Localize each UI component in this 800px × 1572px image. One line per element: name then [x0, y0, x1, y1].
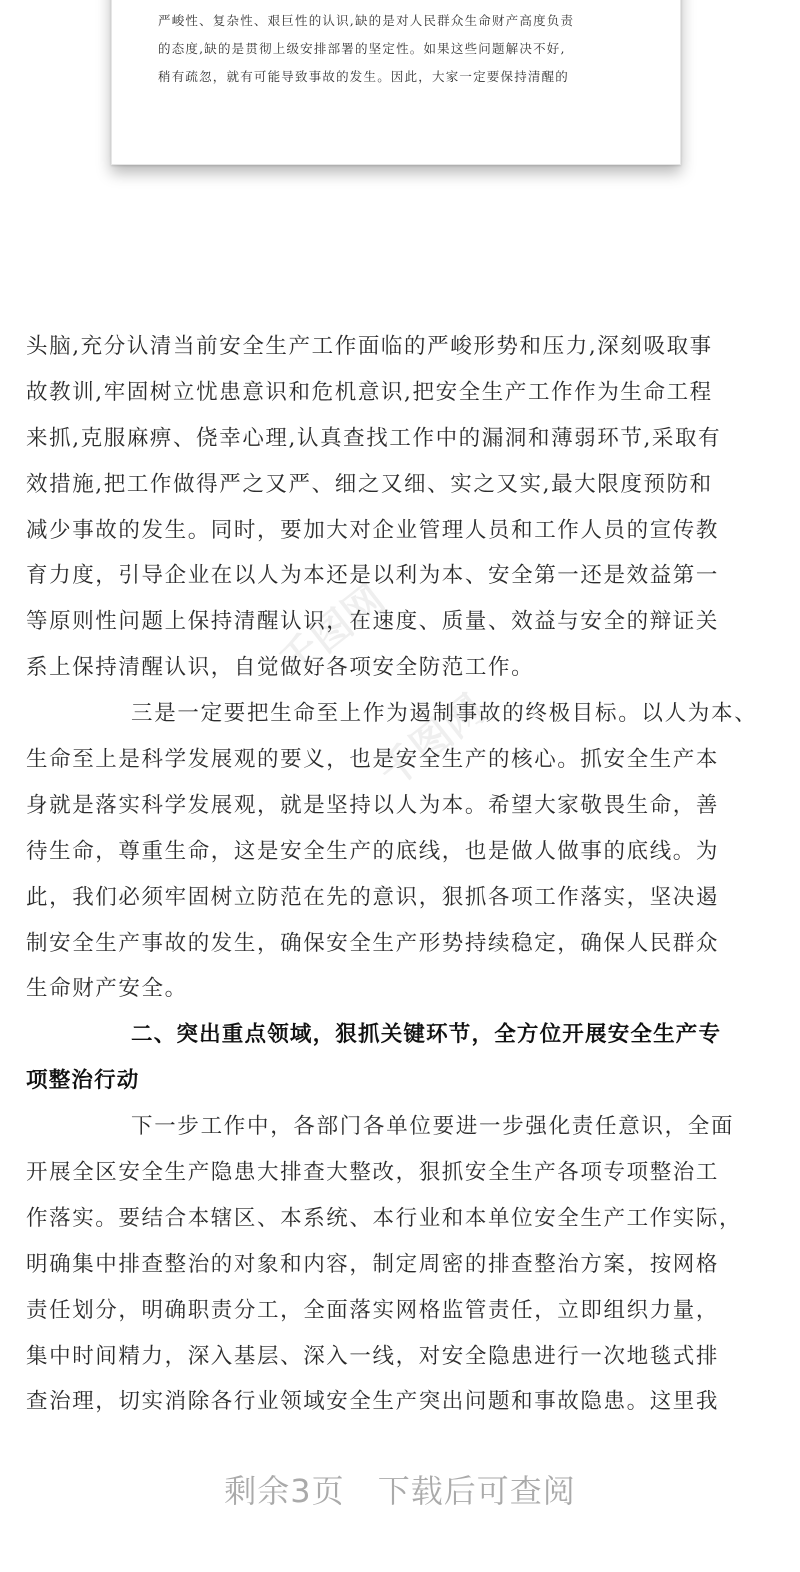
remaining-pages-label: 剩余3页 [224, 1472, 345, 1510]
watermark-text: 千图网 [370, 686, 494, 797]
body-line: 作落实。要结合本辖区、本系统、本行业和本单位安全生产工作实际， [26, 1205, 743, 1231]
watermark-text: 千图网 [270, 576, 394, 687]
preview-line: 严峻性、复杂性、艰巨性的认识,缺的是对人民群众生命财产高度负责 [158, 13, 575, 28]
body-line: 育力度，引导企业在以人为本还是以利为本、安全第一还是效益第一 [26, 563, 720, 589]
body-line: 故教训,牢固树立忧患意识和危机意识,把安全生产工作作为生命工程 [26, 379, 713, 405]
preview-line: 稍有疏忽，就有可能导致事故的发生。因此，大家一定要保持清醒的 [158, 69, 570, 84]
body-line: 生命财产安全。 [26, 976, 188, 1002]
body-line: 来抓,克服麻痹、侥幸心理,认真查找工作中的漏洞和薄弱环节,采取有 [26, 425, 722, 451]
body-line: 系上保持清醒认识，自觉做好各项安全防范工作。 [26, 655, 535, 681]
document-preview-card [111, 0, 681, 165]
body-line: 集中时间精力，深入基层、深入一线，对安全隐患进行一次地毯式排 [26, 1343, 720, 1369]
body-line: 责任划分，明确职责分工，全面落实网格监管责任，立即组织力量， [26, 1297, 720, 1323]
download-prompt[interactable] [0, 1466, 800, 1512]
section-heading: 二、突出重点领域，狠抓关键环节，全方位开展安全生产专 [131, 1022, 722, 1048]
download-to-view-label: 下载后可查阅 [377, 1472, 576, 1510]
body-line: 开展全区安全生产隐患大排查大整改，狠抓安全生产各项专项整治工 [26, 1160, 720, 1186]
body-line: 明确集中排查整治的对象和内容，制定周密的排查整治方案，按网格 [26, 1251, 720, 1277]
body-line: 效措施,把工作做得严之又严、细之又细、实之又实,最大限度预防和 [26, 471, 713, 497]
body-line: 此，我们必须牢固树立防范在先的意识，狠抓各项工作落实，坚决遏 [26, 884, 720, 910]
body-line: 减少事故的发生。同时，要加大对企业管理人员和工作人员的宣传教 [26, 517, 720, 543]
body-line: 身就是落实科学发展观，就是坚持以人为本。希望大家敬畏生命，善 [26, 792, 720, 818]
body-line: 查治理，切实消除各行业领域安全生产突出问题和事故隐患。这里我 [26, 1389, 720, 1415]
body-line: 待生命，尊重生命，这是安全生产的底线，也是做人做事的底线。为 [26, 838, 720, 864]
section-heading-continued: 项整治行动 [26, 1068, 140, 1094]
paragraph-start-line: 三是一定要把生命至上作为遏制事故的终极目标。以人为本、 [131, 701, 758, 727]
body-line: 生命至上是科学发展观的要义，也是安全生产的核心。抓安全生产本 [26, 747, 720, 773]
body-line: 等原则性问题上保持清醒认识，在速度、质量、效益与安全的辩证关 [26, 609, 720, 635]
body-line: 头脑,充分认清当前安全生产工作面临的严峻形势和压力,深刻吸取事 [26, 334, 713, 359]
preview-line: 的态度,缺的是贯彻上级安排部署的坚定性。如果这些问题解决不好, [158, 41, 566, 56]
document-body [26, 324, 774, 1425]
paragraph-start-line: 下一步工作中，各部门各单位要进一步强化责任意识，全面 [131, 1114, 735, 1140]
body-line: 制安全生产事故的发生，确保安全生产形势持续稳定，确保人民群众 [26, 930, 720, 956]
